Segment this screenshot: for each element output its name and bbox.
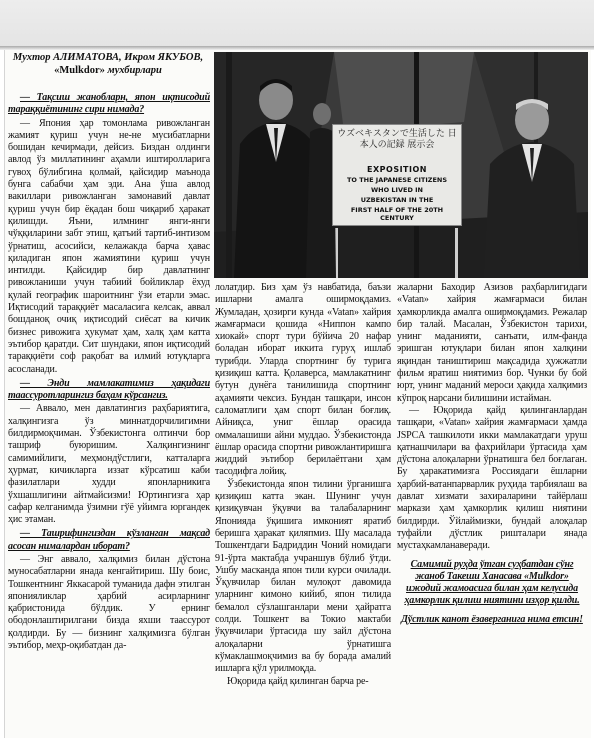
- sign-line: FIRST HALF OF THE 20TH CENTURY: [350, 206, 444, 222]
- exposition-sign: [332, 124, 462, 226]
- article-column-2: [215, 282, 391, 738]
- interview-question: — Тақсиш жанобларн, япон иқтисодий тараққиётининг сири нимада?: [8, 92, 210, 116]
- article-paragraph: — Энг аввало, халқимиз билан дўстона муносабатларни янада кенгайтириш. Шу боис, Тошкентнинг Яккасарой туманида дафн этилган японияликлар ҳарбий асирларнинг қабристонида бўлдик. У ернинг ободонлаштирилгани бизда яхши таассурот қолдирди. Бу — бизнинг халқимизга бўлган эътибор, меҳр-оқибатдан да-: [8, 553, 210, 652]
- sign-line: WHO LIVED IN: [371, 186, 423, 194]
- article-paragraph: Ўзбекистонда япон тилини ўрганишга қизиқиш катта экан. Шунинг учун қизиқувчан ўқувчи ва талабаларнинг Японияда ўқишига имконият яратиб беришга ҳаракат қиляпмиз. Шу масалада Тошкентдаги Бадриддин Чоний номидаги 91-ўрта мактабда учраншув бўлиб ўтди. Ушбу масканда япон тили курси очилади. Ўқувчилар билан мулоқот давомида уларнинг кимоно кийиб, япон тилида бемалол сўзлашганлари мени ҳайратга солди. Тошкент ва Токио мактаби ўқувчилари ўртасида шу зайл дўстона алоқаларни ўрнатишга кўмаклашмоқчимиз ва бу борада амалий ишларга қўл урилмоқда.: [215, 478, 391, 675]
- byline: [6, 52, 210, 77]
- article-photo: [214, 52, 588, 278]
- article-paragraph: — Япония ҳар томонлама ривожланган жамият қуриш учун не-не мусибатларни бошидан кечирмади, дейсиз. Биздан олдинги авлод ўз миллатининг аҳамли иштиролларига гувоҳ бўлибгина қолмай, қайсидир маънода бунга сабабчи ҳам эди. Ана ўша авлод вакиллари ривожланган замонавий давлат қуриш учун бир ёқадан бош чиқариб ҳаракат қилишди. Яъни, илмнинг янги-янги чўққиларини забт этиш, қатъий тартиб-интизом ўрнатиш, асосийси, келажакда барча ҳавас қиладиган япон жамиятини қуриш учун интилди. Қайсидир бир давлатнинг ривожланиши учун табиий бойликлар ёхуд қулай географик шароитнинг ўзи етарли эмас. Иқтисодий тараққиёт масаласига келсак, аввал бошданоқ очиқ иқтисодий сиёсат ва кичик бизнес ривожига ҳукумат ҳам, халқ ҳам катта эътибор қаратди. Сит шундаки, япон иқтисодий тараққиёти соф рақобат ва илмий ютуқларга асосланади.: [8, 117, 210, 375]
- article-paragraph: жаларни Баходир Азизов раҳбарлигидаги «Vatan» хайрия жамғармаси билан ҳамкорликда амалга оширмоқдамиз. Режалар бир талай. Масалан, Ўзбекистон тарихи, унинг маданияти, санъати, илм-фанда эришган ютуқлари билан япон халқини яқиндан таништириш мақсадида ҳужжатли фильм яратиш ниятимиз бор. Чунки бу бой юрт, унинг маданий мероси ҳақида халқимиз кўпроқ нарсани билишини истайман.: [397, 282, 587, 404]
- article-paragraph: лолатдир. Биз ҳам ўз навбатида, баъзи ишларни амалга оширмоқдамиз. Жумладан, ҳозирги кунда «Vatan» хайрия жамғармаси қошида «Ниппон кампо хиокай» спорт тури бўйича 20 нафар боладан иборат иккита гуруҳ ишлаб турибди. Уларда спортнинг бу турига қизиқиш катта. Қолаверса, мамлакатнинг бутун дунёга танилишида спортнинг аҳамияти чексиз. Бундан ташқари, инсон саломатлиги ҳам спорт билан боғлиқ. Айниқса, униг ёшлар орасида оммалашиши айни муддао. Ўзбекистонда ёшлар орасида спортни ривожлантиришга жиддий эътибор берилаётгани ҳам тасодифга лойиқ.: [215, 282, 391, 478]
- byline-role: мухбирлари: [107, 64, 162, 76]
- interview-question: — Ташрифингиздан кўзланган мақсад асосан нималардан иборат?: [8, 528, 210, 552]
- sign-line: TO THE JAPANESE CITIZENS: [346, 176, 448, 184]
- article-paragraph: Юқорида қайд қилинган барча ре-: [227, 675, 369, 687]
- article-paragraph: — Юқорида қайд қилинганлардан ташқари, «Vatan» хайрия жамғармаси ҳамда JSPCA ташкилоти икки мамлакатдаги уруш қатнашчилари ва фахрийлари ўртасида ҳам дўстона алоқаларни ўрнатишга бел боғлаган. Бу ҳаракатимизга Россиядаги ёшларни ҳарбий-ватанпарварлик руҳида тарбиялаш ва давлат хизмати захираларини тайёрлаш маркази ҳам ҳамкорлик қилиш ниятини билдирди. Ўйлаймизки, бундай алоқалар туфайли дўстлик ришталари янада мустаҳкамланаверади.: [397, 404, 587, 552]
- sign-line: UZBEKISTAN IN THE: [360, 196, 434, 204]
- byline-paper: «Mulkdor»: [54, 64, 105, 76]
- scan-top-margin: [0, 0, 594, 49]
- sign-japanese-text: ウズベキスタンで生活した 日本人の記録 展示会: [337, 129, 457, 150]
- closing-remark: Самимий руҳда ўтган суҳбатдан сўнг жаноб Такеши Ханасава «Mulkdor» ижодий жамоасига билан ҳам келусида ҳамкорлик қилиш ниятини изҳор қилди.: [404, 558, 580, 607]
- article-column-3: [397, 282, 587, 738]
- sign-title: EXPOSITION: [367, 165, 427, 174]
- byline-authors: Мухтор АЛИМАТОВА, Икром ЯКУБОВ,: [12, 52, 204, 63]
- article-paragraph: — Аввало, мен давлатингиз раҳбариятига, халқингизга ўз миннатдорчилигимни билдирмоқчиман. Ўзбекистонга олтинчи бор ташриф буюришим. Халқингизнинг самимийлиги, меҳмондўстлиги, катталарга ҳурмат, кичикларга иззат кўрсатиш каби фазилатлари худди японларникига ўхшашлигини айтмайсизми! Юртингизга ҳар сафар келганимда ўзимни гўё уйимга юргандек ҳис этаман.: [8, 403, 210, 526]
- article-column-1: [8, 90, 210, 736]
- closing-remark: Дўстлик канот ёзаверганига нима етсин!: [401, 613, 583, 625]
- interview-question: — Энди мамлакатимиз ҳақидаги таассуротларингиз баҳам кўрсангиз.: [8, 377, 210, 402]
